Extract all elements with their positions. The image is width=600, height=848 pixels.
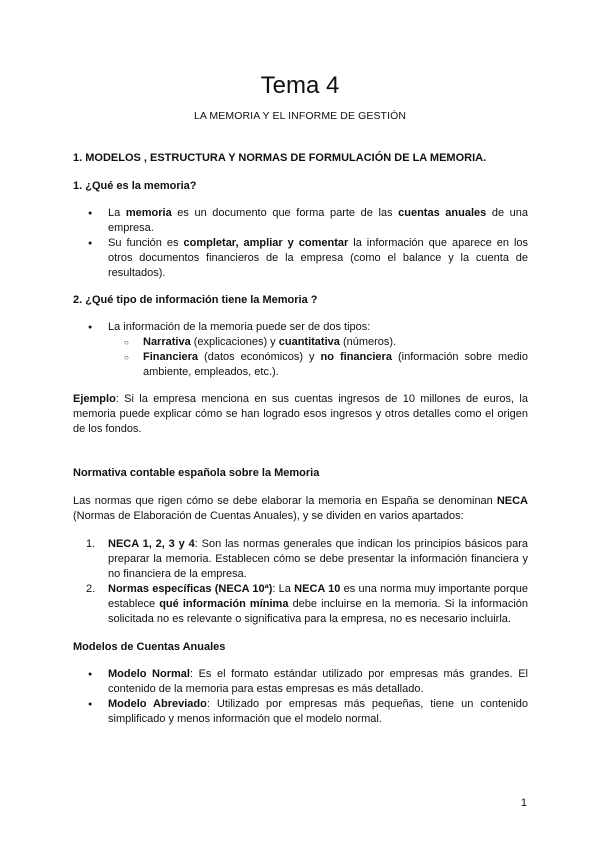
question-heading-tipo-informacion: 2. ¿Qué tipo de información tiene la Memoria ?	[73, 294, 318, 306]
document-title: Tema 4	[260, 72, 340, 99]
list-item: ● La información de la memoria puede ser de dos tipos: ○ Narrativa (explicaciones) y cuantitativa (números). ○ Financiera (datos económicos) y no financiera (información sobre medio ambiente, empleados, etc.).	[73, 320, 528, 380]
sub-list-item: ○ Narrativa (explicaciones) y cuantitativa (números).	[73, 335, 528, 350]
document-body	[73, 151, 528, 727]
question-heading-que-es: 1. ¿Qué es la memoria?	[73, 180, 197, 192]
example-paragraph: Ejemplo: Si la empresa menciona en sus cuentas ingresos de 10 millones de euros, la memoria puede explicar cómo se han logrado esos ingresos y otros detalles como el origen de los fondos.	[73, 393, 528, 435]
modelos-heading: Modelos de Cuentas Anuales	[73, 641, 226, 653]
list-item: ● Modelo Abreviado: Utilizado por empresas más pequeñas, tiene un contenido simplificado y menos información que el modelo normal.	[73, 697, 528, 727]
list-item: ● Su función es completar, ampliar y comentar la información que aparece en los otros documentos financieros de la empresa (como el balance y la cuenta de resultados).	[73, 236, 528, 281]
numbered-list-neca	[73, 537, 528, 627]
page-number: 1	[520, 797, 527, 809]
list-item: 1. NECA 1, 2, 3 y 4: Son las normas generales que indican los principios básicos para preparar la memoria. Establecen cómo se debe presentar la información financiera y no financiera de la empresa.	[86, 538, 528, 580]
section-heading-modelos-estructura: 1. MODELOS , ESTRUCTURA Y NORMAS DE FORMULACIÓN DE LA MEMORIA.	[73, 152, 487, 164]
normativa-intro-paragraph: Las normas que rigen cómo se debe elaborar la memoria en España se denominan NECA (Normas de Elaboración de Cuentas Anuales), y se dividen en varios apartados:	[73, 495, 528, 522]
bullet-list-modelos	[73, 667, 528, 727]
sub-list-item: ○ Financiera (datos económicos) y no financiera (información sobre medio ambiente, empleados, etc.).	[73, 350, 528, 380]
document-subtitle: LA MEMORIA Y EL INFORME DE GESTIÓN	[193, 110, 407, 122]
sub-list	[108, 335, 528, 380]
list-item: ● La memoria es un documento que forma parte de las cuentas anuales de una empresa.	[73, 206, 528, 236]
list-item: 2. Normas específicas (NECA 10ª): La NECA 10 es una norma muy importante porque establece qué información mínima debe incluirse en la memoria. Si la información solicitada no es relevante o significativa para la empresa, no es necesario incluirla.	[86, 583, 528, 625]
bullet-list-que-es	[73, 206, 528, 281]
list-item: ● Modelo Normal: Es el formato estándar utilizado por empresas más grandes. El contenido de la memoria para estas empresas es más detallado.	[73, 667, 528, 697]
bullet-list-tipo-informacion	[73, 320, 528, 380]
normativa-heading: Normativa contable española sobre la Memoria	[73, 467, 320, 479]
